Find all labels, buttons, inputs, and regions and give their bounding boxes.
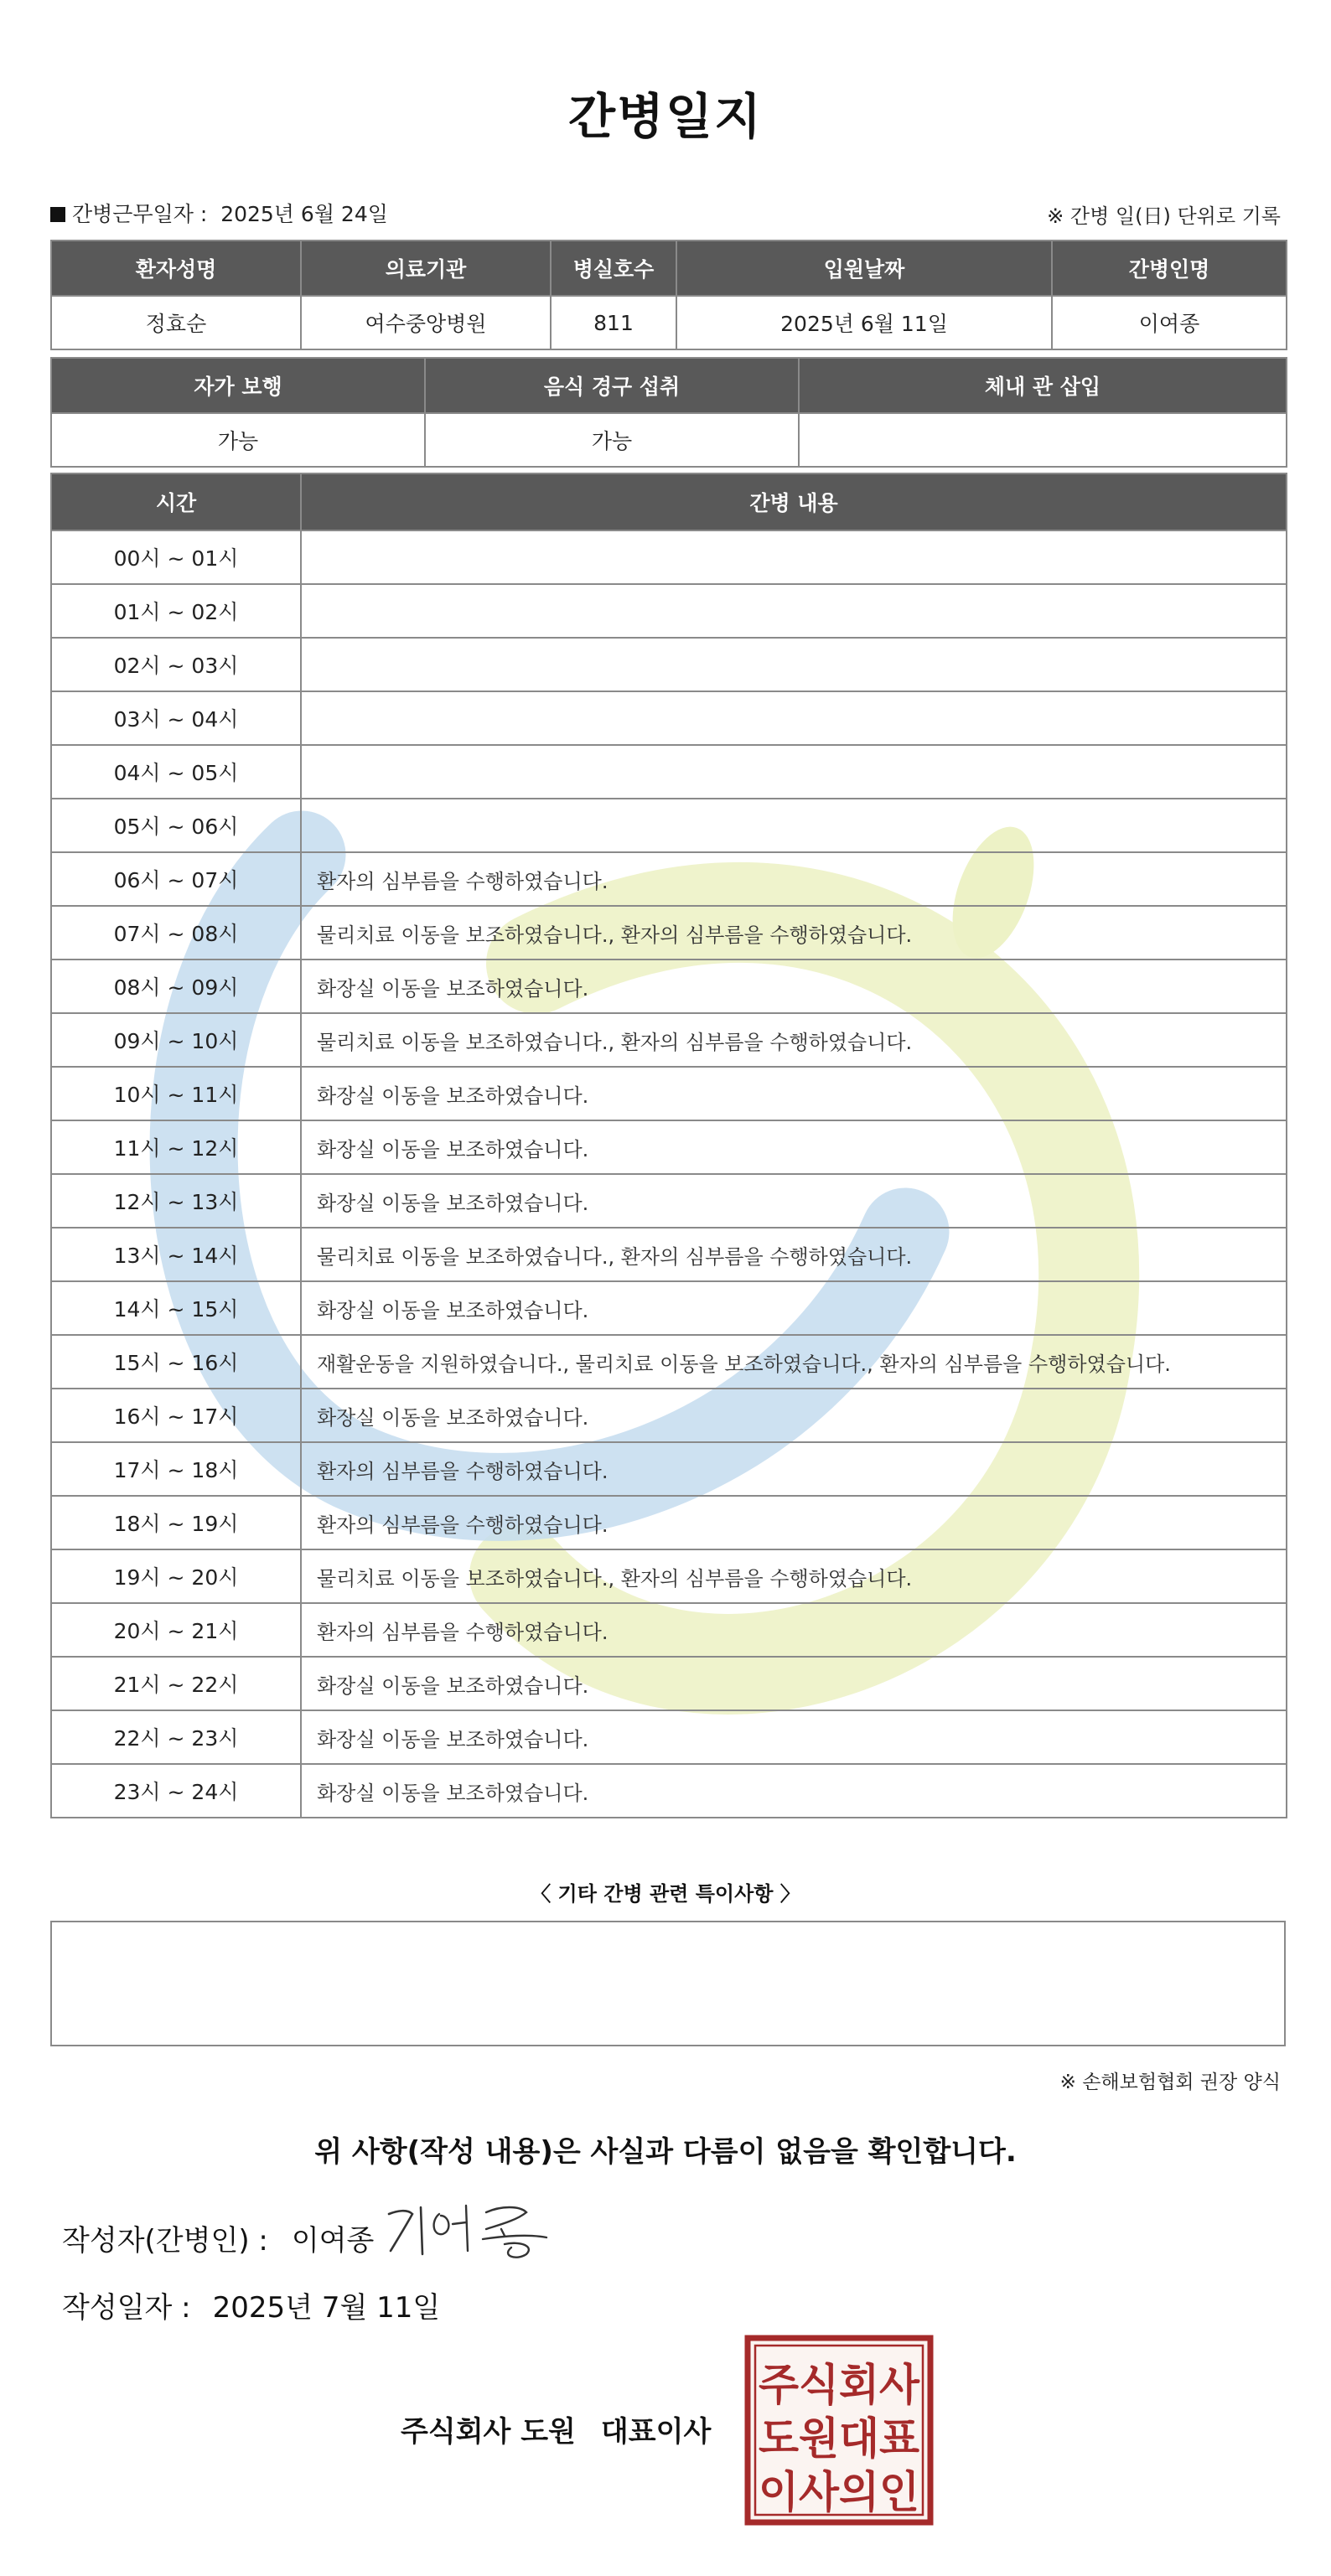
- time-slot-cell: 23시 ~ 24시: [51, 1764, 301, 1818]
- room-number-header: 병실호수: [551, 241, 676, 296]
- care-content-cell: 화장실 이동을 보조하였습니다.: [301, 1281, 1287, 1335]
- care-log-row: [51, 1013, 1287, 1067]
- care-log-row: [51, 1496, 1287, 1549]
- tube-insertion-header: 체내 관 삽입: [799, 358, 1287, 413]
- care-log-row: [51, 745, 1287, 799]
- care-content-cell: [301, 530, 1287, 584]
- care-content-cell: 화장실 이동을 보조하였습니다.: [301, 1174, 1287, 1228]
- care-log-row: [51, 1657, 1287, 1710]
- time-slot-cell: 03시 ~ 04시: [51, 691, 301, 745]
- time-slot-cell: 11시 ~ 12시: [51, 1120, 301, 1174]
- time-slot-cell: 19시 ~ 20시: [51, 1549, 301, 1603]
- writer-line: [62, 2217, 374, 2258]
- care-log-row: [51, 1442, 1287, 1496]
- self-walking-header: 자가 보행: [51, 358, 425, 413]
- time-slot-cell: 22시 ~ 23시: [51, 1710, 301, 1764]
- care-content-cell: 화장실 이동을 보조하였습니다.: [301, 1710, 1287, 1764]
- care-content-cell: 물리치료 이동을 보조하였습니다., 환자의 심부름을 수행하였습니다.: [301, 1549, 1287, 1603]
- time-slot-cell: 17시 ~ 18시: [51, 1442, 301, 1496]
- time-slot-cell: 20시 ~ 21시: [51, 1603, 301, 1657]
- bullet-square-icon: [50, 207, 65, 222]
- time-header: 시간: [51, 473, 301, 530]
- patient-name-cell: 정효순: [51, 296, 301, 349]
- patient-info-header-row: [51, 241, 1287, 296]
- room-number-cell: 811: [551, 296, 676, 349]
- patient-info-value-row: [51, 296, 1287, 349]
- time-slot-cell: 15시 ~ 16시: [51, 1335, 301, 1389]
- time-slot-cell: 04시 ~ 05시: [51, 745, 301, 799]
- hospital-header: 의료기관: [301, 241, 551, 296]
- care-content-cell: 화장실 이동을 보조하였습니다.: [301, 1067, 1287, 1120]
- company-title: 대표이사: [600, 2415, 712, 2449]
- time-slot-cell: 12시 ~ 13시: [51, 1174, 301, 1228]
- confirmation-statement: 위 사항(작성 내용)은 사실과 다름이 없음을 확인합니다.: [314, 2135, 1017, 2169]
- care-log-row: [51, 1120, 1287, 1174]
- writer-name: 이여종: [291, 2224, 375, 2258]
- time-slot-cell: 07시 ~ 08시: [51, 906, 301, 960]
- care-content-cell: 물리치료 이동을 보조하였습니다., 환자의 심부름을 수행하였습니다.: [301, 906, 1287, 960]
- work-date-value: 2025년 6월 24일: [220, 202, 388, 226]
- time-slot-cell: 13시 ~ 14시: [51, 1228, 301, 1281]
- care-log-row: [51, 584, 1287, 638]
- write-date-value: 2025년 7월 11일: [212, 2291, 441, 2325]
- time-slot-cell: 21시 ~ 22시: [51, 1657, 301, 1710]
- care-content-cell: 환자의 심부름을 수행하였습니다.: [301, 1496, 1287, 1549]
- care-content-cell: 물리치료 이동을 보조하였습니다., 환자의 심부름을 수행하였습니다.: [301, 1228, 1287, 1281]
- care-log-row: [51, 852, 1287, 906]
- care-content-cell: 화장실 이동을 보조하였습니다.: [301, 960, 1287, 1013]
- care-log-row: [51, 691, 1287, 745]
- care-log-row: [51, 1764, 1287, 1818]
- care-log-row: [51, 1067, 1287, 1120]
- patient-info-table: [50, 240, 1287, 350]
- time-slot-cell: 16시 ~ 17시: [51, 1389, 301, 1442]
- company-seal: [744, 2335, 934, 2526]
- care-log-row: [51, 1174, 1287, 1228]
- care-content-cell: [301, 745, 1287, 799]
- company-line: [401, 2408, 711, 2449]
- time-slot-cell: 08시 ~ 09시: [51, 960, 301, 1013]
- time-slot-cell: 00시 ~ 01시: [51, 530, 301, 584]
- patient-status-header-row: [51, 358, 1287, 413]
- patient-status-table: [50, 357, 1287, 468]
- write-date-label: 작성일자 :: [62, 2291, 191, 2325]
- care-content-cell: [301, 638, 1287, 691]
- care-log-body: [51, 530, 1287, 1818]
- document-title: 간병일지: [567, 88, 764, 145]
- time-slot-cell: 02시 ~ 03시: [51, 638, 301, 691]
- care-log-row: [51, 1603, 1287, 1657]
- care-log-table: [50, 473, 1287, 1818]
- unit-note: ※ 간병 일(日) 단위로 기록: [1047, 204, 1281, 228]
- svg-text:주식회사: 주식회사: [759, 2361, 920, 2411]
- care-log-row: [51, 1281, 1287, 1335]
- form-source-note: ※ 손해보험협회 권장 양식: [1059, 2072, 1281, 2093]
- patient-name-header: 환자성명: [51, 241, 301, 296]
- care-log-row: [51, 960, 1287, 1013]
- handwritten-signature: [379, 2196, 572, 2263]
- time-slot-cell: 09시 ~ 10시: [51, 1013, 301, 1067]
- caregiver-name-header: 간병인명: [1052, 241, 1287, 296]
- time-slot-cell: 18시 ~ 19시: [51, 1496, 301, 1549]
- care-content-cell: 화장실 이동을 보조하였습니다.: [301, 1657, 1287, 1710]
- admission-date-header: 입원날짜: [676, 241, 1052, 296]
- care-content-cell: [301, 799, 1287, 852]
- special-notes-box: [50, 1921, 1286, 2046]
- care-log-row: [51, 1228, 1287, 1281]
- care-content-cell: 화장실 이동을 보조하였습니다.: [301, 1389, 1287, 1442]
- time-slot-cell: 14시 ~ 15시: [51, 1281, 301, 1335]
- admission-date-cell: 2025년 6월 11일: [676, 296, 1052, 349]
- care-content-cell: 물리치료 이동을 보조하였습니다., 환자의 심부름을 수행하였습니다.: [301, 1013, 1287, 1067]
- work-date-line: [50, 198, 388, 228]
- time-slot-cell: 01시 ~ 02시: [51, 584, 301, 638]
- care-content-header: 간병 내용: [301, 473, 1287, 530]
- care-log-row: [51, 1549, 1287, 1603]
- svg-text:이사의인: 이사의인: [759, 2468, 919, 2518]
- write-date-line: [62, 2284, 440, 2325]
- time-slot-cell: 05시 ~ 06시: [51, 799, 301, 852]
- self-walking-cell: 가능: [51, 413, 425, 467]
- caregiver-name-cell: 이여종: [1052, 296, 1287, 349]
- oral-intake-header: 음식 경구 섭취: [425, 358, 799, 413]
- care-content-cell: [301, 691, 1287, 745]
- care-content-cell: 화장실 이동을 보조하였습니다.: [301, 1120, 1287, 1174]
- care-log-header-row: [51, 473, 1287, 530]
- care-content-cell: 재활운동을 지원하였습니다., 물리치료 이동을 보조하였습니다., 환자의 심부름을 수행하였습니다.: [301, 1335, 1287, 1389]
- svg-text:도원대표: 도원대표: [759, 2414, 919, 2465]
- care-content-cell: 환자의 심부름을 수행하였습니다.: [301, 852, 1287, 906]
- special-notes-label: 〈 기타 간병 관련 특이사항 〉: [531, 1882, 800, 1906]
- care-content-cell: [301, 584, 1287, 638]
- oral-intake-cell: 가능: [425, 413, 799, 467]
- hospital-cell: 여수중앙병원: [301, 296, 551, 349]
- care-content-cell: 환자의 심부름을 수행하였습니다.: [301, 1442, 1287, 1496]
- care-log-row: [51, 1389, 1287, 1442]
- company-name: 주식회사 도원: [401, 2415, 576, 2449]
- care-log-row: [51, 638, 1287, 691]
- patient-status-value-row: [51, 413, 1287, 467]
- care-log-row: [51, 906, 1287, 960]
- work-date-label: 간병근무일자 :: [72, 202, 208, 226]
- care-content-cell: 화장실 이동을 보조하였습니다.: [301, 1764, 1287, 1818]
- time-slot-cell: 10시 ~ 11시: [51, 1067, 301, 1120]
- writer-label: 작성자(간병인) :: [62, 2224, 268, 2258]
- care-log-row: [51, 799, 1287, 852]
- time-slot-cell: 06시 ~ 07시: [51, 852, 301, 906]
- care-content-cell: 환자의 심부름을 수행하였습니다.: [301, 1603, 1287, 1657]
- care-log-row: [51, 1335, 1287, 1389]
- tube-insertion-cell: [799, 413, 1287, 467]
- care-log-row: [51, 530, 1287, 584]
- care-log-row: [51, 1710, 1287, 1764]
